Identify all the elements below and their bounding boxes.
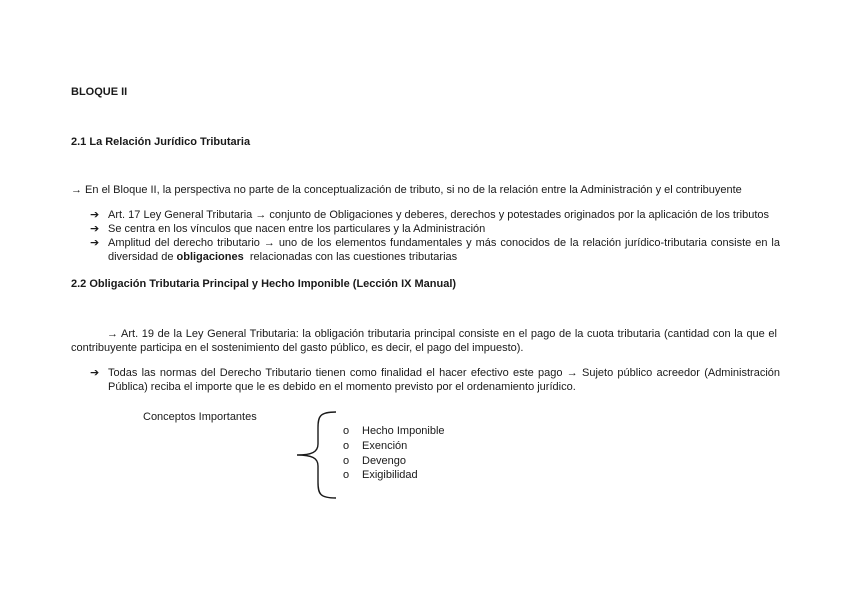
circle-bullet-icon: o (343, 454, 350, 467)
concept-label: Devengo (362, 454, 407, 467)
section-2-bullet-list (90, 366, 780, 394)
section-2-paragraph: → Art. 19 de la Ley General Tributaria: la obligación tributaria principal consiste en el pago de la cuota tributaria (cantidad con la que el contribuyente participa en el sostenimiento del gasto público, es decir, el pago del impuesto). (71, 328, 777, 354)
circle-bullet-icon: o (343, 469, 350, 482)
list-item (90, 366, 780, 394)
bullet-text: Art. 17 Ley General Tributaria → conjunto de Obligaciones y deberes, derechos y potestades originados por la aplicación de los tributos (108, 209, 769, 221)
section-1-heading: 2.1 La Relación Jurídico Tributaria (71, 136, 251, 148)
list-item (343, 454, 445, 469)
curly-brace-icon (294, 410, 340, 500)
list-item (90, 208, 780, 222)
bullet-text: Amplitud del derecho tributario → uno de los elementos fundamentales y más conocidos de la relación jurídico-tributaria consiste en la diversidad de (108, 237, 780, 263)
list-item (343, 439, 445, 454)
list-item (343, 468, 445, 483)
list-item (343, 424, 445, 439)
bullet-text-tail: relacionadas con las cuestiones tributarias (243, 251, 458, 263)
arrow-bullet-icon: ➔ (90, 209, 100, 221)
arrow-bullet-icon: ➔ (90, 367, 100, 379)
bold-term: obligaciones (176, 251, 244, 263)
concepts-list (343, 424, 445, 483)
concepts-label: Conceptos Importantes (143, 411, 257, 423)
bloque-title: BLOQUE II (71, 86, 128, 98)
concept-label: Hecho Imponible (362, 425, 445, 437)
circle-bullet-icon: o (343, 439, 350, 452)
bullet-text: Se centra en los vínculos que nacen entre los particulares y la Administración (108, 223, 486, 235)
list-item (90, 236, 780, 264)
concept-label: Exención (362, 439, 408, 452)
section-1-bullet-list (90, 208, 780, 264)
arrow-bullet-icon: ➔ (90, 223, 100, 235)
section-2-heading: 2.2 Obligación Tributaria Principal y Hecho Imponible (Lección IX Manual) (71, 278, 457, 290)
arrow-bullet-icon: ➔ (90, 237, 100, 249)
bullet-text: Todas las normas del Derecho Tributario tienen como finalidad el hacer efectivo este pago → Sujeto público acreedor (Administración Pública) reciba el importe que le es debido en el momento previsto por el ordenamiento jurídico. (108, 367, 780, 393)
concept-label: Exigibilidad (362, 469, 418, 482)
circle-bullet-icon: o (343, 425, 350, 437)
section-1-intro: → En el Bloque II, la perspectiva no parte de la conceptualización de tributo, si no de la relación entre la Administración y el contribuyente (71, 184, 742, 196)
list-item (90, 222, 780, 236)
